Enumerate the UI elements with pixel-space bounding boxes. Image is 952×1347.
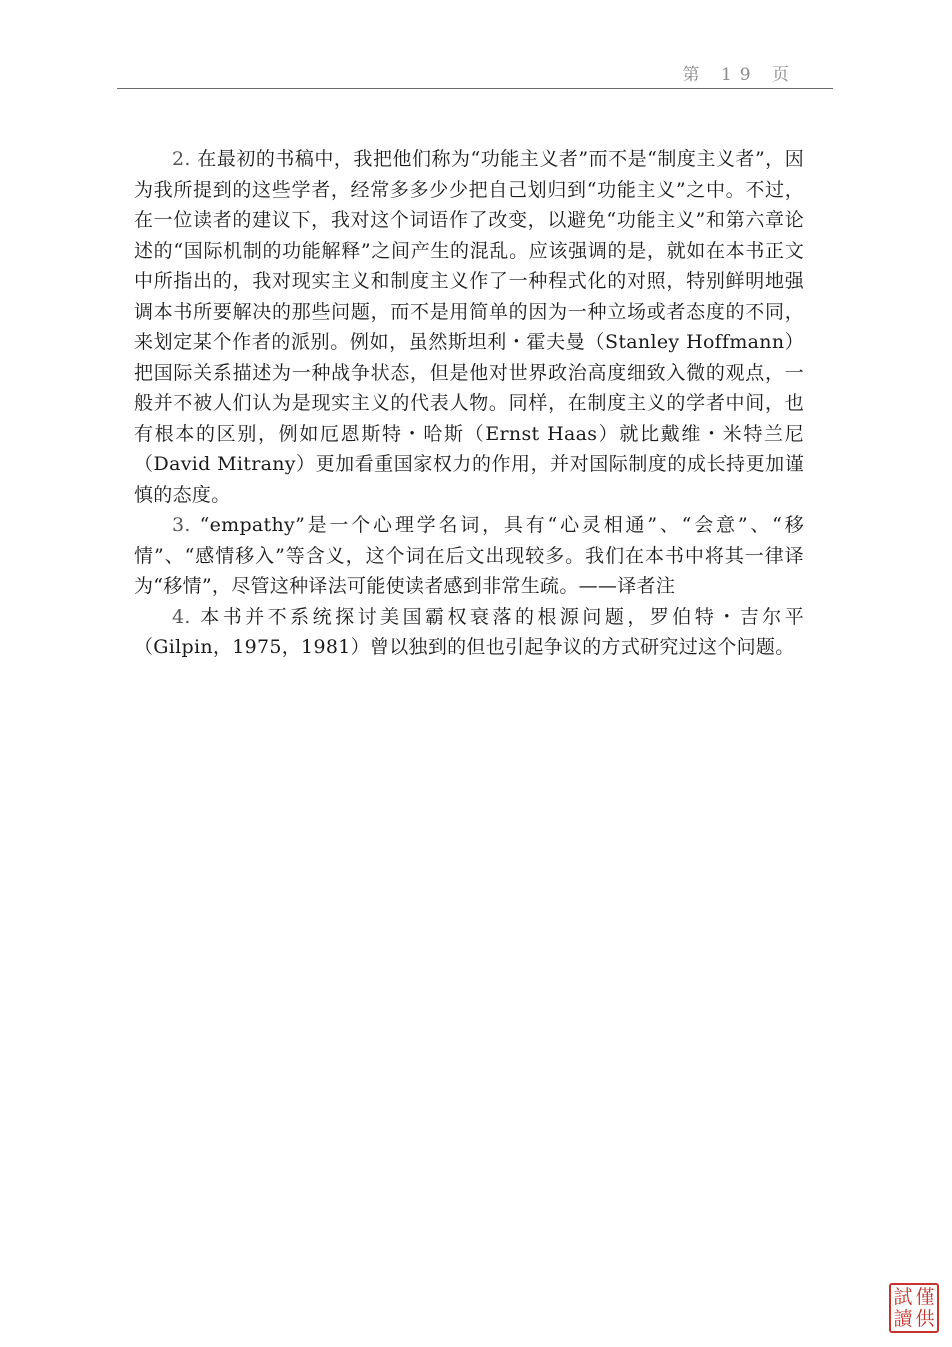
endnote-number: 3.: [172, 514, 191, 536]
endnote-4: [134, 602, 804, 663]
endnote-number: 2.: [172, 148, 191, 170]
page-number: 第 19 页: [682, 65, 797, 85]
endnotes: [134, 144, 804, 663]
endnote-number: 4.: [172, 605, 191, 628]
page-header: [117, 52, 833, 89]
seal-char: 供: [915, 1307, 935, 1330]
endnote-2: [134, 144, 804, 510]
endnote-3: [134, 510, 804, 602]
endnote-text: 本书并不系统探讨美国霸权衰落的根源问题，罗伯特・吉尔平（Gilpin，1975，1981）曾以独到的但也引起争议的方式研究过这个问题。: [134, 605, 805, 658]
seal-char: 讀: [893, 1307, 913, 1330]
endnote-text: “empathy”是一个心理学名词，具有“心灵相通”、“会意”、“移情”、“感情移入”等含义，这个词在后文出现较多。我们在本书中将其一律译为“移情”，尽管这种译法可能使读者感到非常生疏。——译者注: [134, 514, 804, 597]
endnote-text: 在最初的书稿中，我把他们称为“功能主义者”而不是“制度主义者”，因为我所提到的这些学者，经常多多少少把自己划归到“功能主义”之中。不过，在一位读者的建议下，我对这个词语作了改变，以避免“功能主义”和第六章论述的“国际机制的功能解释”之间产生的混乱。应该强调的是，就如在本书正文中所指出的，我对现实主义和制度主义作了一种程式化的对照，特别鲜明地强调本书所要解决的那些问题，而不是用简单的因为一种立场或者态度的不同，来划定某个作者的派别。例如，虽然斯坦利・霍夫曼（Stanley Hoffmann）把国际关系描述为一种战争状态，但是他对世界政治高度细致入微的观点，一般并不被人们认为是现实主义的代表人物。同样，在制度主义的学者中间，也有根本的区别，例如厄恩斯特・哈斯（Ernst Haas）就比戴维・米特兰尼（David Mitrany）更加看重国家权力的作用，并对国际制度的成长持更加谨慎的态度。: [134, 148, 804, 506]
seal-char: 試: [893, 1285, 913, 1308]
seal-char: 僅: [915, 1285, 935, 1308]
trial-reading-seal: [889, 1283, 939, 1333]
